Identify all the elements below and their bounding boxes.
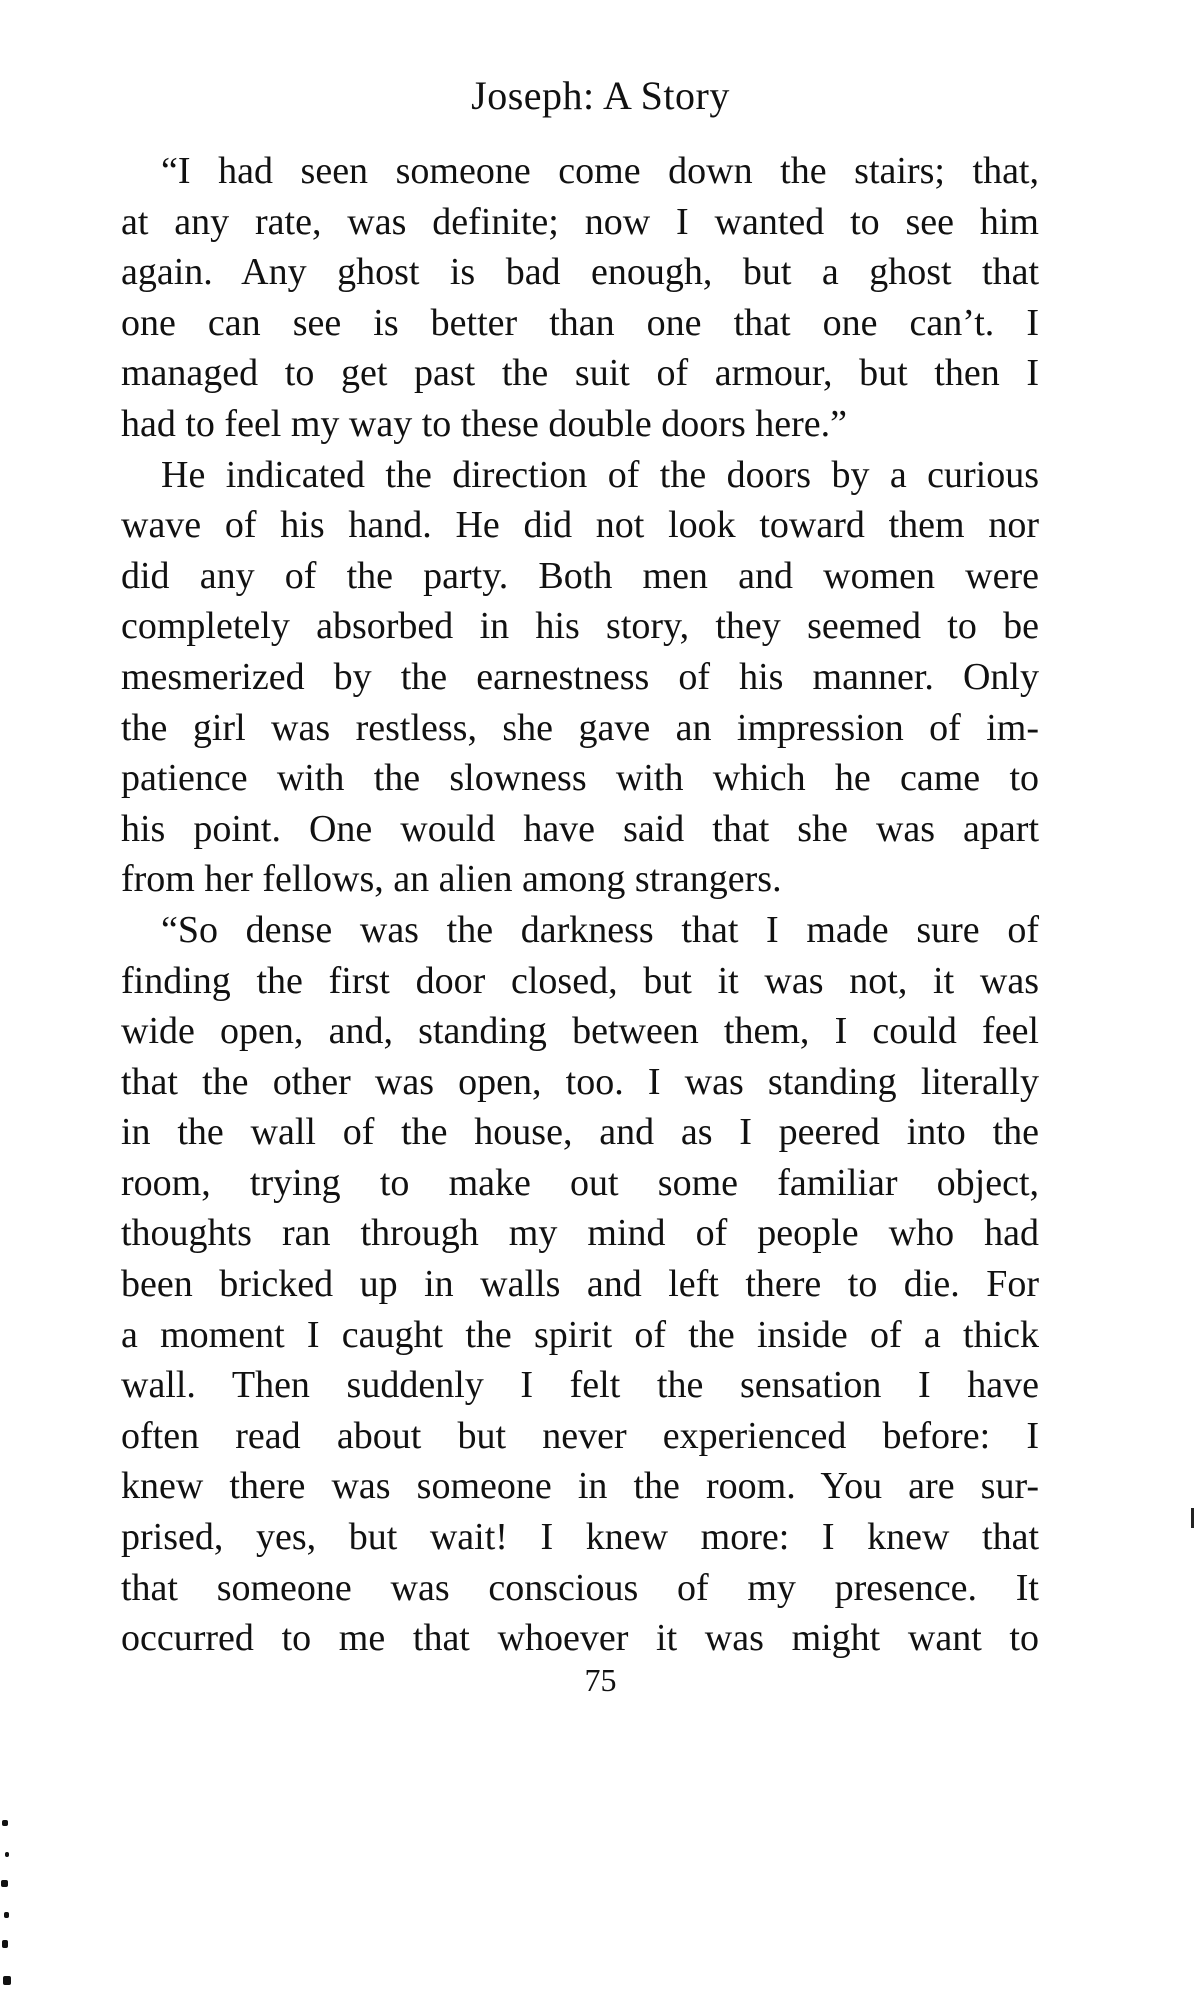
speck — [2, 1940, 8, 1948]
speck — [3, 1976, 11, 1985]
running-head: Joseph: A Story — [471, 73, 730, 118]
paragraph-3 — [121, 905, 1039, 1664]
text-line: finding the first door closed, but it was not, it was — [121, 959, 1039, 1002]
text-line: that someone was conscious of my presence. It — [121, 1566, 1039, 1609]
text-line: had to feel my way to these double doors here.” — [121, 402, 847, 445]
text-line: wide open, and, standing between them, I could feel — [121, 1010, 1039, 1053]
text-line: did any of the party. Both men and women were — [121, 554, 1039, 597]
speck — [5, 1852, 9, 1857]
text-line: at any rate, was definite; now I wanted to see him — [121, 200, 1039, 243]
text-line: occurred to me that whoever it was might want to — [121, 1617, 1039, 1660]
text-line: “So dense was the darkness that I made sure of — [161, 908, 1039, 951]
text-line: from her fellows, an alien among strangers. — [121, 858, 782, 901]
text-line: patience with the slowness with which he came to — [121, 757, 1039, 800]
body-text — [121, 146, 1039, 1664]
text-line: one can see is better than one that one can’t. I — [121, 301, 1039, 344]
text-line: prised, yes, but wait! I knew more: I knew that — [121, 1516, 1039, 1559]
text-line: knew there was someone in the room. You are sur- — [121, 1465, 1039, 1508]
text-line: He indicated the direction of the doors by a curious — [161, 453, 1039, 496]
text-line: a moment I caught the spirit of the inside of a thick — [121, 1313, 1039, 1356]
text-line: in the wall of the house, and as I peered into the — [121, 1111, 1039, 1154]
text-line: room, trying to make out some familiar object, — [121, 1161, 1039, 1204]
text-line: that the other was open, too. I was standing literally — [121, 1060, 1039, 1103]
speck — [2, 1820, 8, 1826]
text-line: wall. Then suddenly I felt the sensation I have — [121, 1364, 1039, 1407]
text-line: mesmerized by the earnestness of his manner. Only — [121, 655, 1039, 698]
text-line: “I had seen someone come down the stairs; that, — [161, 150, 1039, 192]
speck — [4, 1912, 9, 1918]
text-line: thoughts ran through my mind of people who had — [121, 1212, 1039, 1255]
scan-specks — [0, 1800, 16, 2000]
text-line: completely absorbed in his story, they seemed to be — [121, 605, 1039, 648]
text-line: often read about but never experienced before: I — [121, 1414, 1039, 1457]
text-line: his point. One would have said that she was apart — [121, 807, 1039, 850]
margin-mark — [1191, 1508, 1194, 1528]
text-line: wave of his hand. He did not look toward them nor — [121, 504, 1039, 547]
paragraph-2 — [121, 450, 1039, 905]
text-line: again. Any ghost is bad enough, but a ghost that — [121, 251, 1039, 294]
text-line: managed to get past the suit of armour, but then I — [121, 352, 1039, 395]
text-line: the girl was restless, she gave an impression of im- — [121, 706, 1039, 749]
text-line: been bricked up in walls and left there to die. For — [121, 1263, 1039, 1306]
paragraph-1 — [121, 146, 1039, 450]
page-number: 75 — [584, 1662, 617, 1698]
speck — [1, 1880, 8, 1887]
